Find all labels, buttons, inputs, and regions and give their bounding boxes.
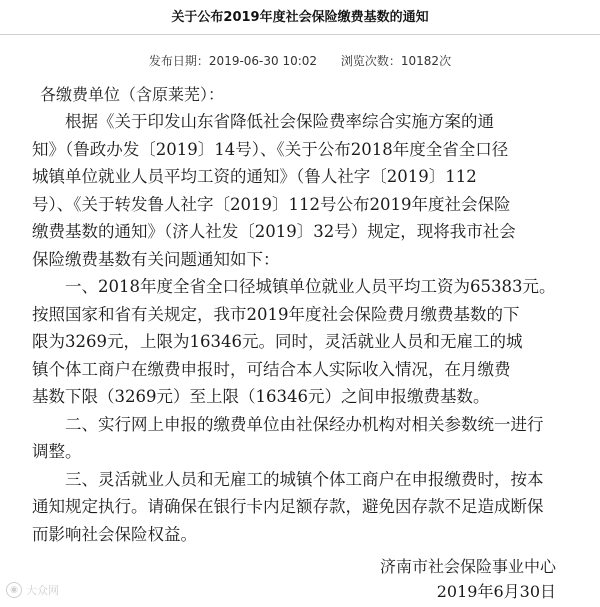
title-divider [0, 34, 600, 35]
notice-title: 关于公布2019年度社会保险缴费基数的通知 [171, 10, 429, 25]
body-line: 根据《关于印发山东省降低社会保险费率综合实施方案的通 [65, 112, 494, 131]
body-line: 缴费基数的通知》（济人社发〔2019〕32号）规定，现将我市社会 [32, 222, 516, 241]
body-line: 而影响社会保险权益。 [32, 524, 197, 544]
issuer-name: 济南市社会保险事业中心 [379, 557, 556, 576]
meta-info [0, 52, 600, 69]
weibo-icon: ◉ [6, 582, 22, 598]
body-line: 知》（鲁政办发〔2019〕14号）、《关于公布2018年度全省全口径 [32, 139, 509, 159]
body-line: 城镇单位就业人员平均工资的通知》（鲁人社字〔2019〕112 [32, 167, 477, 186]
body-line: 二、实行网上申报的缴费单位由社保经办机构对相关参数统一进行 [65, 414, 544, 434]
watermark [6, 582, 59, 598]
body-line: 限为3269元，上限为16346元。同时，灵活就业人员和无雇工的城 [32, 332, 523, 351]
notice-body [32, 108, 572, 548]
watermark-text: 大众网 [26, 584, 59, 597]
body-line: 调整。 [32, 442, 82, 461]
body-line: 基数下限（3269元）至上限（16346元）之间申报缴费基数。 [32, 387, 490, 406]
body-line: 三、灵活就业人员和无雇工的城镇个体工商户在申报缴费时，按本 [65, 469, 544, 489]
body-line: 通知规定执行。请确保在银行卡内足额存款，避免因存款不足造成断保 [32, 497, 544, 516]
body-line: 一、2018年度全省全口径城镇单位就业人员平均工资为65383元。 [65, 277, 556, 296]
body-line: 保险缴费基数有关问题通知如下： [32, 249, 280, 269]
addressee: 各缴费单位（含原莱芜）： [40, 85, 225, 104]
body-line: 按照国家和省有关规定，我市2019年度社会保险费月缴费基数的下 [32, 304, 520, 324]
view-count: 浏览次数：10182次 [340, 54, 452, 68]
issue-date: 2019年6月30日 [436, 582, 556, 601]
publish-date: 发布日期：2019-06-30 10:02 [148, 54, 318, 68]
body-line: 镇个体工商户在缴费申报时，可结合本人实际收入情况，在月缴费 [32, 359, 511, 379]
body-line: 号）、《关于转发鲁人社字〔2019〕112号公布2019年度社会保险 [32, 194, 511, 214]
